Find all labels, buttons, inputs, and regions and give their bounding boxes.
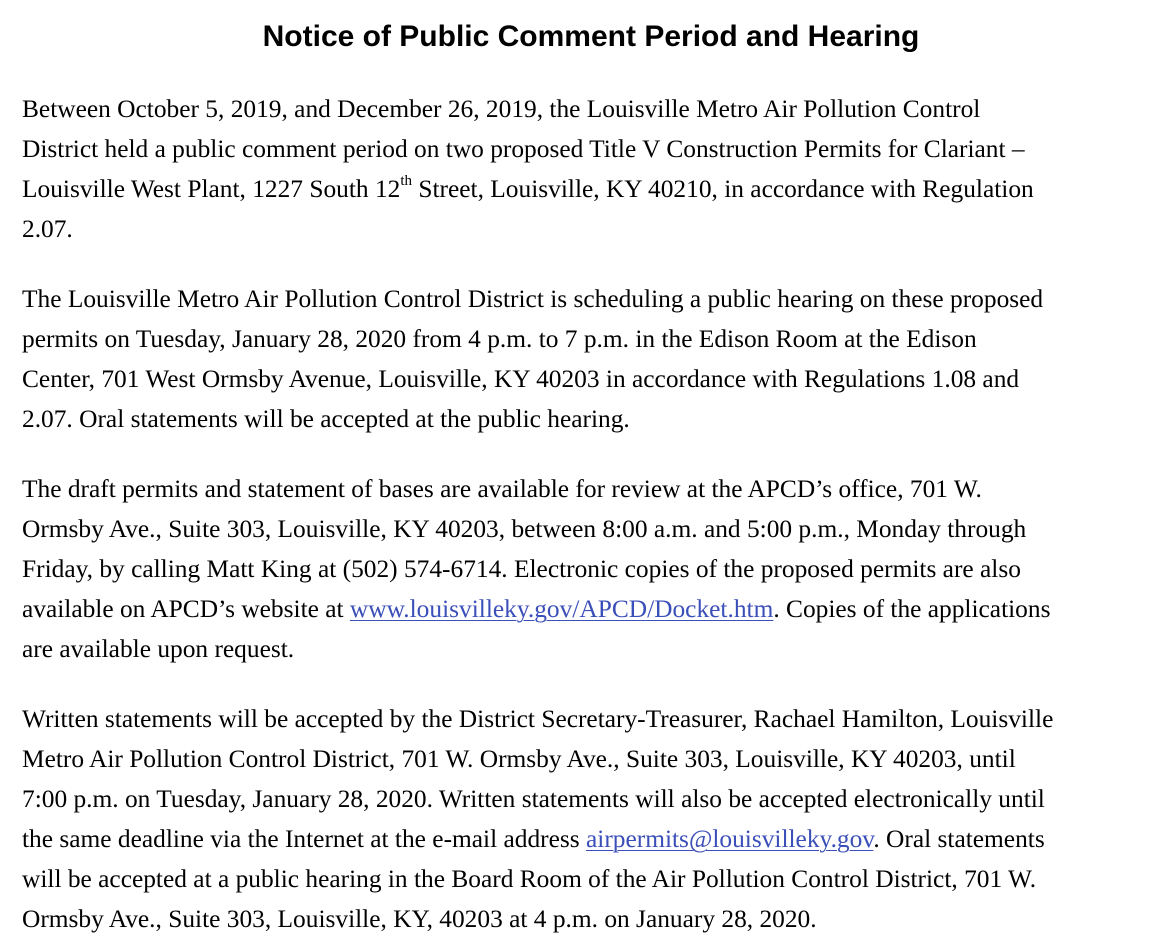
- paragraph-line: [22, 589, 1172, 629]
- paragraph-line: are available upon request.: [22, 635, 295, 663]
- address-text: Louisville West Plant, 1227 South 12: [22, 175, 401, 203]
- paragraph-line: [22, 169, 1172, 209]
- applications-text: . Copies of the applications: [773, 595, 1051, 623]
- notice-title: Notice of Public Comment Period and Hearing: [262, 20, 920, 53]
- docket-website-link[interactable]: www.louisvilleky.gov/APCD/Docket.htm: [349, 595, 774, 623]
- paragraph-line: 7:00 p.m. on Tuesday, January 28, 2020. Written statements will also be accepted electronically until: [22, 785, 1045, 813]
- paragraph-written-statements: [22, 699, 1172, 939]
- paragraph-line: Metro Air Pollution Control District, 701 W. Ormsby Ave., Suite 303, Louisville, KY 40203, until: [22, 745, 1016, 773]
- paragraph-line: Friday, by calling Matt King at (502) 574-6714. Electronic copies of the proposed permits are also: [22, 555, 1021, 583]
- paragraph-line: District held a public comment period on two proposed Title V Construction Permits for Clariant –: [22, 135, 1025, 163]
- paragraph-line: Ormsby Ave., Suite 303, Louisville, KY, 40203 at 4 p.m. on January 28, 2020.: [22, 905, 817, 933]
- paragraph-line: The Louisville Metro Air Pollution Control District is scheduling a public hearing on these proposed: [22, 285, 1044, 313]
- ordinal-suffix: th: [400, 172, 413, 189]
- paragraph-line: Between October 5, 2019, and December 26, 2019, the Louisville Metro Air Pollution Control: [22, 95, 981, 123]
- website-intro-text: available on APCD’s website at: [22, 595, 350, 623]
- email-intro-text: the same deadline via the Internet at the e-mail address: [22, 825, 586, 853]
- paragraph-line: Written statements will be accepted by the District Secretary-Treasurer, Rachael Hamilton, Louisville: [22, 705, 1054, 733]
- email-link[interactable]: airpermits@louisvilleky.gov: [586, 825, 874, 853]
- address-text-continued: Street, Louisville, KY 40210, in accordance with Regulation: [412, 175, 1034, 203]
- paragraph-line: permits on Tuesday, January 28, 2020 from 4 p.m. to 7 p.m. in the Edison Room at the Edison: [22, 325, 977, 353]
- paragraph-hearing-schedule: [22, 279, 1172, 439]
- paragraph-line: [22, 819, 1172, 859]
- paragraph-draft-permits: [22, 469, 1172, 669]
- paragraph-comment-period: [22, 89, 1172, 249]
- paragraph-line: will be accepted at a public hearing in the Board Room of the Air Pollution Control District, 701 W.: [22, 865, 1037, 893]
- paragraph-line: Ormsby Ave., Suite 303, Louisville, KY 40203, between 8:00 a.m. and 5:00 p.m., Monday through: [22, 515, 1027, 543]
- paragraph-line: 2.07. Oral statements will be accepted at the public hearing.: [22, 405, 630, 433]
- paragraph-line: Center, 701 West Ormsby Avenue, Louisville, KY 40203 in accordance with Regulations 1.08 and: [22, 365, 1020, 393]
- paragraph-line: The draft permits and statement of bases are available for review at the APCD’s office, 701 W.: [22, 475, 982, 503]
- oral-statements-text: . Oral statements: [873, 825, 1045, 853]
- paragraph-line: 2.07.: [22, 215, 73, 243]
